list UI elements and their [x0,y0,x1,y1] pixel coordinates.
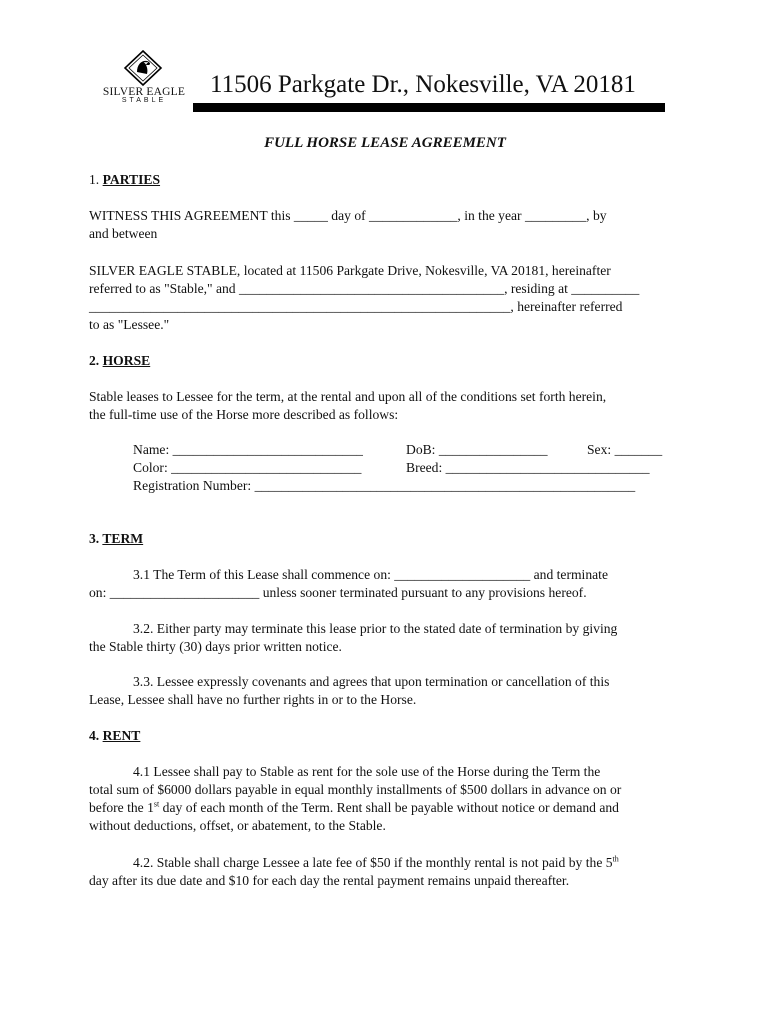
witness-line: WITNESS THIS AGREEMENT this _____ day of _____________, in the year _________, by [89,208,607,223]
section-rent-heading [89,727,140,745]
section-horse-heading [89,352,150,370]
horse-breed-field: Breed: ______________________________ [406,460,650,475]
section-number: 3. [89,531,100,546]
section-term-heading [89,530,143,548]
term-3-2-line: the Stable thirty (30) days prior written notice. [89,639,342,654]
logo-name: SILVER EAGLE [102,86,186,98]
stable-clause-line: SILVER EAGLE STABLE, located at 11506 Parkgate Drive, Nokesville, VA 20181, hereinafter [89,263,611,278]
rent-4-1-text: before the 1 [89,800,154,815]
header-rule [193,103,665,112]
witness-line: and between [89,226,158,241]
term-3-3-line: 3.3. Lessee expressly covenants and agrees that upon termination or cancellation of this [133,674,610,689]
horse-registration-field: Registration Number: ________________________________________________________ [133,478,636,493]
stable-clause-line: referred to as "Stable," and _______________________________________, residing at __________ [89,281,640,296]
section-number: 1. [89,172,100,187]
logo-subtitle: STABLE [121,97,167,104]
header-address: 11506 Parkgate Dr., Nokesville, VA 20181 [210,71,636,98]
section-parties-heading [89,171,160,189]
stable-clause-line: to as "Lessee." [89,317,170,332]
rent-4-1-line: without deductions, offset, or abatement, to the Stable. [89,818,386,833]
section-title: RENT [102,728,141,743]
section-number: 4. [89,728,100,743]
ordinal-suffix: st [153,799,160,809]
horse-name-field: Name: ____________________________ [133,442,363,457]
section-title: HORSE [102,353,151,368]
section-number: 2. [89,353,100,368]
horse-sex-field: Sex: _______ [587,442,663,457]
rent-4-2-line: day after its due date and $10 for each day the rental payment remains unpaid thereafter. [89,873,570,888]
rent-4-2-text: 4.2. Stable shall charge Lessee a late fee of $50 if the monthly rental is not paid by the 5 [133,855,613,870]
horse-intro-line: Stable leases to Lessee for the term, at the rental and upon all of the conditions set forth herein, [89,389,607,404]
horse-color-field: Color: ____________________________ [133,460,362,475]
rent-4-1-line: total sum of $6000 dollars payable in equal monthly installments of $500 dollars in advance on or [89,782,622,797]
horse-dob-field: DoB: ________________ [406,442,548,457]
stable-logo [96,50,192,108]
rent-4-2-line [133,854,619,872]
term-3-3-line: Lease, Lessee shall have no further rights in or to the Horse. [89,692,417,707]
term-3-1-line: 3.1 The Term of this Lease shall commence on: ____________________ and terminate [133,567,608,582]
term-3-1-line: on: ______________________ unless sooner terminated pursuant to any provisions hereof. [89,585,587,600]
eagle-emblem-icon [120,50,166,86]
rent-4-1-text: day of each month of the Term. Rent shall be payable without notice or demand and [159,800,619,815]
ordinal-suffix: th [612,854,619,864]
section-title: TERM [102,531,144,546]
horse-intro-line: the full-time use of the Horse more described as follows: [89,407,399,422]
document-title: FULL HORSE LEASE AGREEMENT [264,135,506,151]
rent-4-1-line: 4.1 Lessee shall pay to Stable as rent for the sole use of the Horse during the Term the [133,764,601,779]
term-3-2-line: 3.2. Either party may terminate this lease prior to the stated date of termination by giving [133,621,618,636]
stable-clause-line: ______________________________________________________________, hereinafter referred [89,299,623,314]
section-title: PARTIES [102,172,161,187]
rent-4-1-line [89,799,619,817]
